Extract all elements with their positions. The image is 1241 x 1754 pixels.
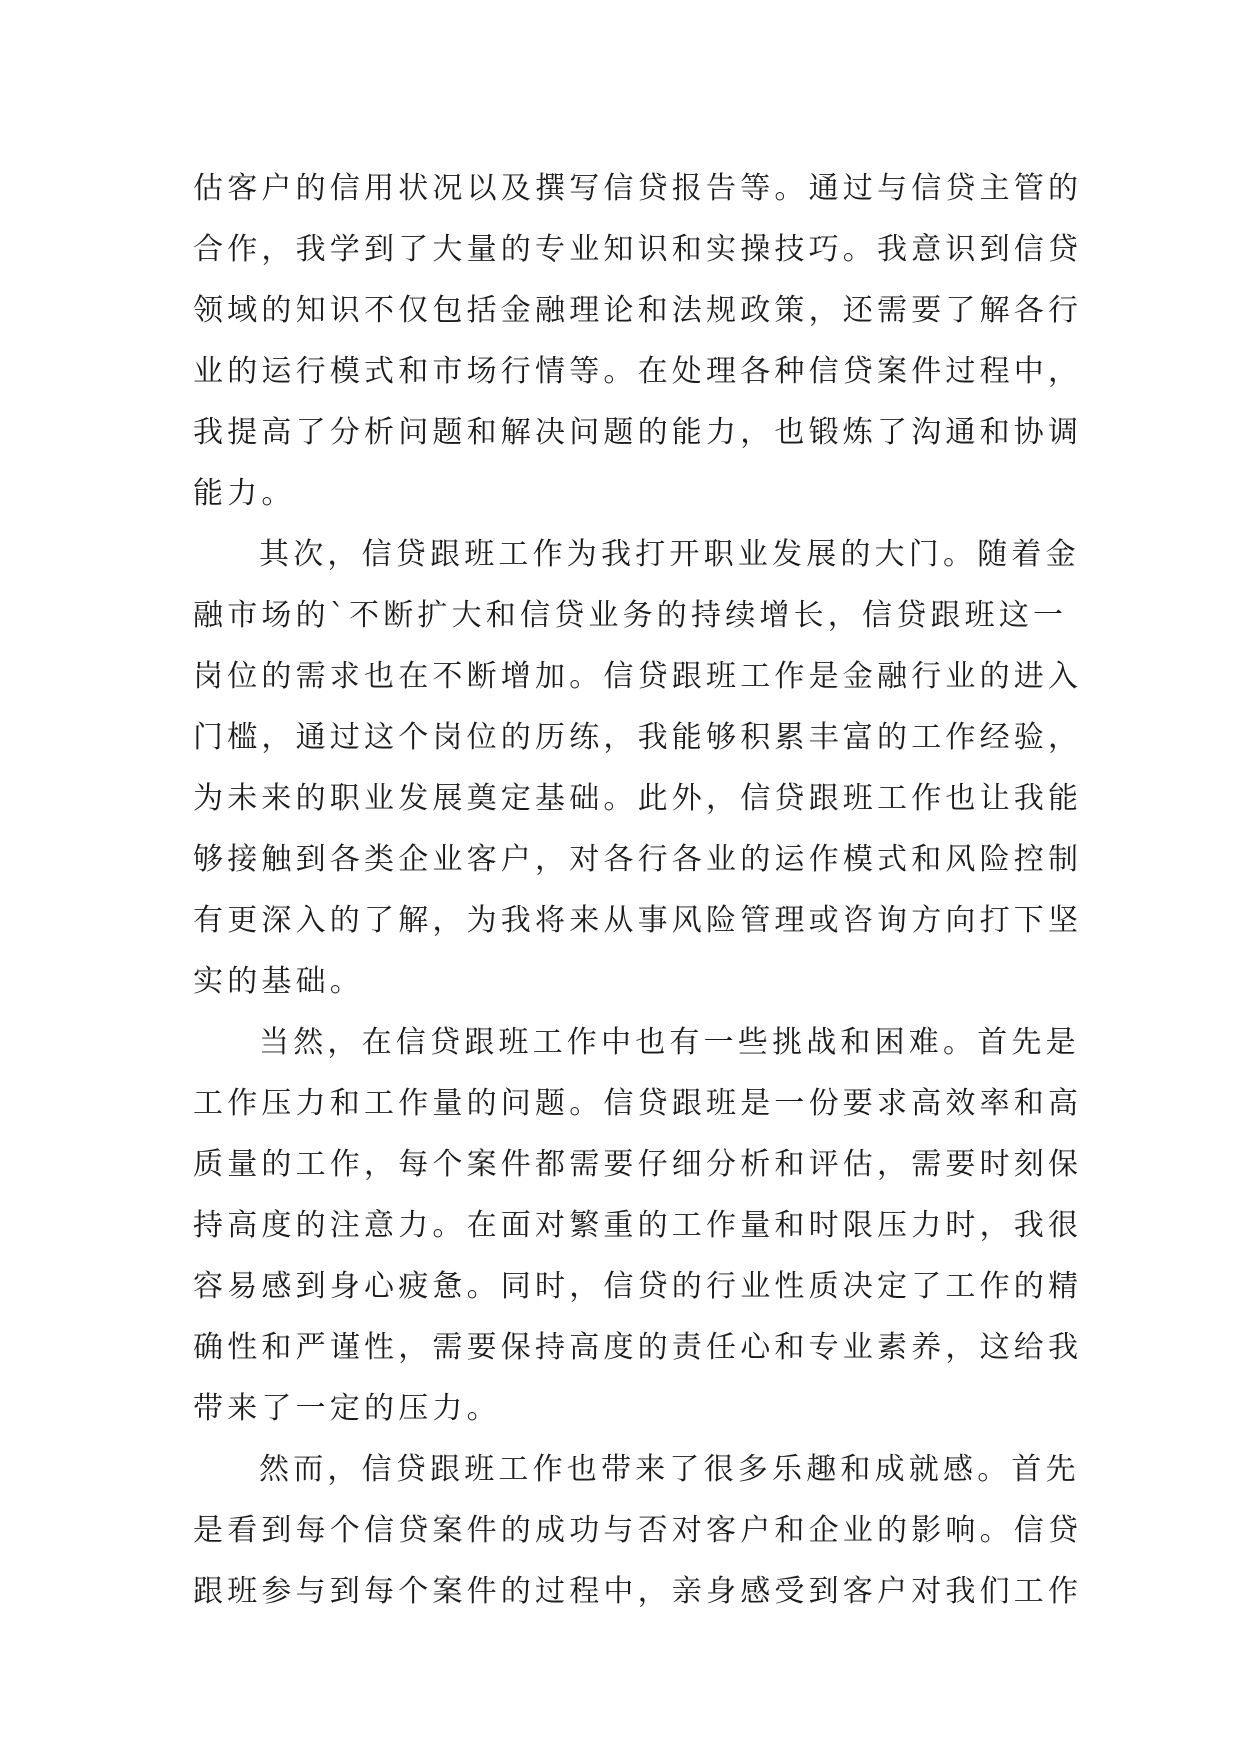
text-line: 持高度的注意力。在面对繁重的工作量和时限压力时，我很	[193, 1208, 1083, 1243]
text-line: 门槛，通过这个岗位的历练，我能够积累丰富的工作经验，	[193, 720, 1083, 755]
text-line: 有更深入的了解，为我将来从事风险管理或咨询方向打下坚	[193, 903, 1083, 938]
text-line: 是看到每个信贷案件的成功与否对客户和企业的影响。信贷	[193, 1513, 1083, 1548]
text-line: 合作，我学到了大量的专业知识和实操技巧。我意识到信贷	[193, 232, 1083, 267]
text-line: 估客户的信用状况以及撰写信贷报告等。通过与信贷主管的	[193, 171, 1083, 206]
text-line: 够接触到各类企业客户，对各行各业的运作模式和风险控制	[193, 842, 1083, 877]
paragraph-first-line: 当然，在信贷跟班工作中也有一些挑战和困难。首先是	[259, 1025, 1080, 1060]
text-line: 确性和严谨性，需要保持高度的责任心和专业素养，这给我	[193, 1330, 1083, 1365]
text-line: 实的基础。	[193, 964, 364, 999]
document-body	[193, 158, 1083, 1622]
text-line: 带来了一定的压力。	[193, 1391, 501, 1426]
text-line: 我提高了分析问题和解决问题的能力，也锻炼了沟通和协调	[193, 415, 1083, 450]
text-line: 工作压力和工作量的问题。信贷跟班是一份要求高效率和高	[193, 1086, 1083, 1121]
text-line: 能力。	[193, 476, 296, 511]
text-line: 融市场的`不断扩大和信贷业务的持续增长，信贷跟班这一	[193, 598, 1068, 633]
text-line: 为未来的职业发展奠定基础。此外，信贷跟班工作也让我能	[193, 781, 1083, 816]
text-line: 跟班参与到每个案件的过程中，亲身感受到客户对我们工作	[193, 1574, 1083, 1609]
paragraph-first-line: 其次，信贷跟班工作为我打开职业发展的大门。随着金	[259, 537, 1080, 572]
text-line: 领域的知识不仅包括金融理论和法规政策，还需要了解各行	[193, 293, 1083, 328]
text-line: 质量的工作，每个案件都需要仔细分析和评估，需要时刻保	[193, 1147, 1083, 1182]
text-line: 岗位的需求也在不断增加。信贷跟班工作是金融行业的进入	[193, 659, 1083, 694]
text-line: 容易感到身心疲惫。同时，信贷的行业性质决定了工作的精	[193, 1269, 1083, 1304]
text-line: 业的运行模式和市场行情等。在处理各种信贷案件过程中，	[193, 354, 1083, 389]
paragraph-first-line: 然而，信贷跟班工作也带来了很多乐趣和成就感。首先	[259, 1452, 1080, 1487]
